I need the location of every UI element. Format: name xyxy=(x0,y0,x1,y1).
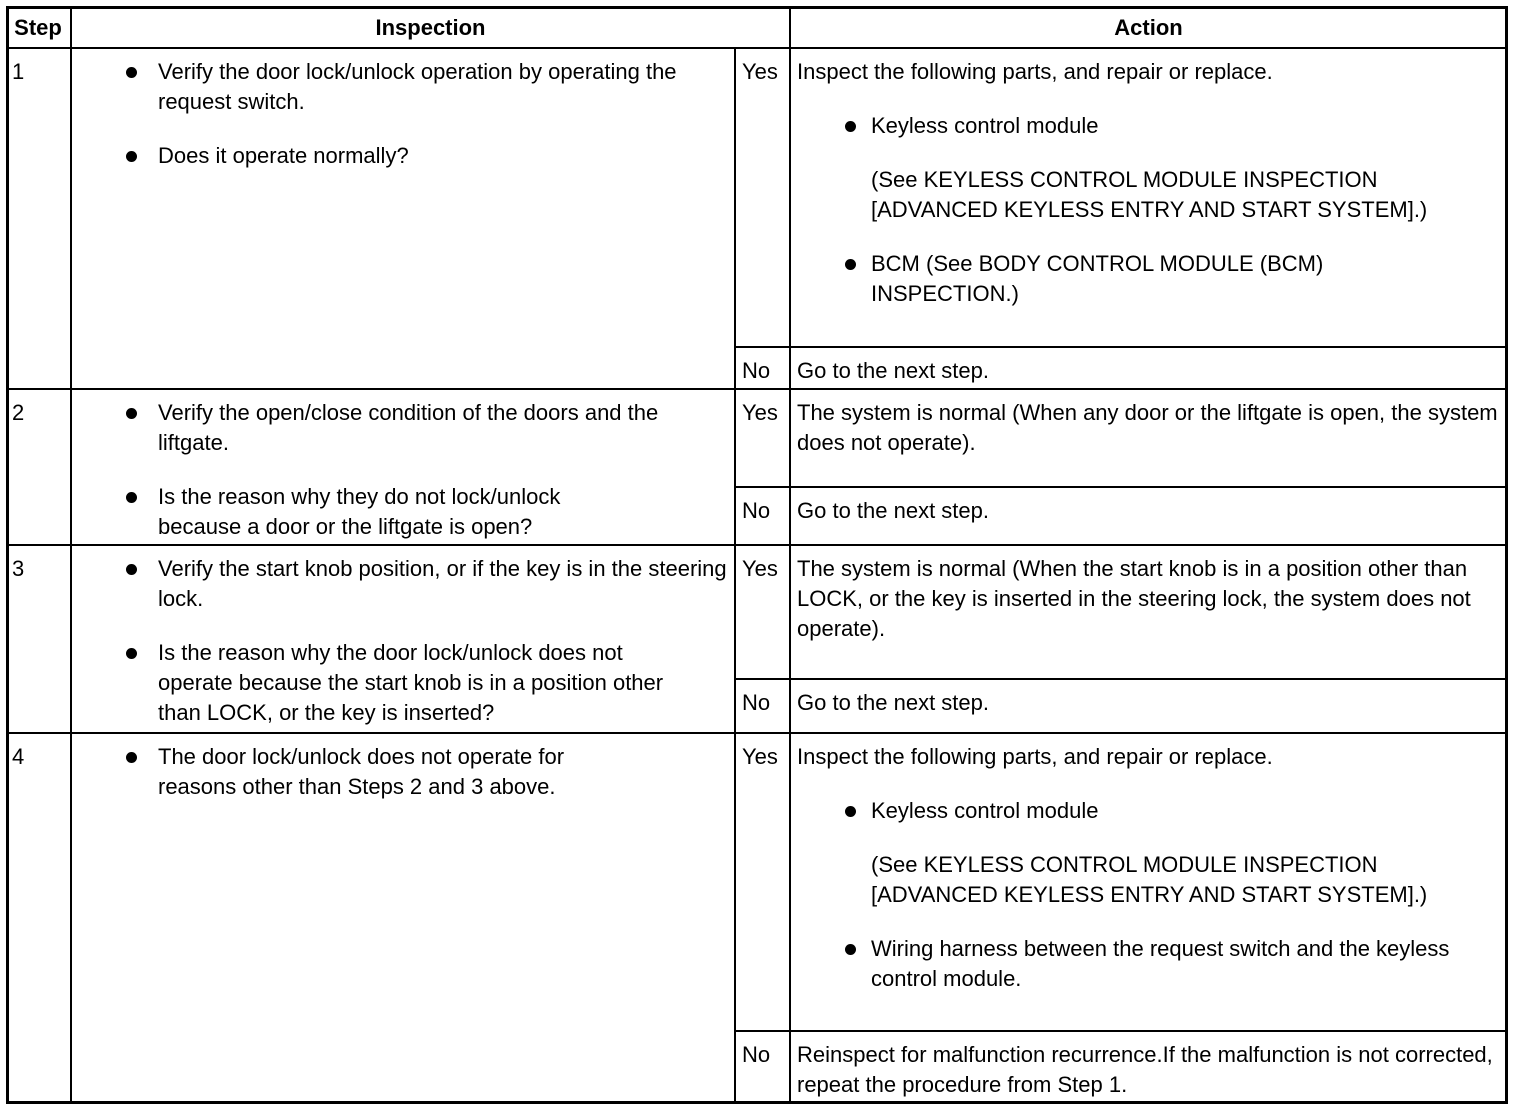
action-bullet: Keyless control module xyxy=(837,111,1500,141)
bullet-item: Verify the door lock/unlock operation by operating the request switch. xyxy=(118,57,728,117)
header-step: Step xyxy=(6,6,72,49)
action-bullet: BCM (See BODY CONTROL MODULE (BCM) INSPECTION.) xyxy=(837,249,1411,309)
bullet-item: Verify the open/close condition of the doors and the liftgate. xyxy=(118,398,728,458)
header-action: Action xyxy=(791,6,1508,49)
no-label: No xyxy=(736,1032,791,1104)
inspection-cell xyxy=(72,546,736,734)
header-inspection: Inspection xyxy=(72,6,791,49)
step-number: 1 xyxy=(6,49,72,390)
no-action: Reinspect for malfunction recurrence.If the malfunction is not corrected, repeat the procedure from Step 1. xyxy=(791,1032,1508,1104)
no-action: Go to the next step. xyxy=(791,348,1508,390)
yes-label: Yes xyxy=(736,49,791,348)
yes-action: The system is normal (When the start knob is in a position other than LOCK, or the key is inserted in the steering lock, the system does not operate). xyxy=(791,546,1508,680)
action-note: (See KEYLESS CONTROL MODULE INSPECTION [ADVANCED KEYLESS ENTRY AND START SYSTEM].) xyxy=(871,852,1428,907)
yes-label: Yes xyxy=(736,390,791,488)
step-number: 4 xyxy=(6,734,72,1104)
inspection-cell xyxy=(72,49,736,390)
step-number: 2 xyxy=(6,390,72,546)
yes-action-cell xyxy=(791,49,1508,348)
yes-action-cell xyxy=(791,734,1508,1032)
bullet-item: Does it operate normally? xyxy=(118,141,728,171)
action-bullet: Wiring harness between the request switch and the keyless control module. xyxy=(837,934,1471,994)
inspection-cell xyxy=(72,390,736,546)
yes-label: Yes xyxy=(736,734,791,1032)
inspection-cell xyxy=(72,734,736,1104)
yes-action: The system is normal (When any door or the liftgate is open, the system does not operate). xyxy=(791,390,1508,488)
no-label: No xyxy=(736,680,791,734)
action-bullet: Keyless control module xyxy=(837,796,1500,826)
bullet-item: The door lock/unlock does not operate for reasons other than Steps 2 and 3 above. xyxy=(118,742,638,802)
step-number: 3 xyxy=(6,546,72,734)
bullet-item: Verify the start knob position, or if the key is in the steering lock. xyxy=(118,554,728,614)
action-intro: Inspect the following parts, and repair or replace. xyxy=(797,744,1273,769)
no-label: No xyxy=(736,348,791,390)
bullet-item: Is the reason why they do not lock/unlock because a door or the liftgate is open? xyxy=(118,482,628,542)
yes-label: Yes xyxy=(736,546,791,680)
no-action: Go to the next step. xyxy=(791,680,1508,734)
bullet-item: Is the reason why the door lock/unlock does not operate because the start knob is in a position other than LOCK, or the key is inserted? xyxy=(118,638,698,728)
no-label: No xyxy=(736,488,791,546)
action-note: (See KEYLESS CONTROL MODULE INSPECTION [ADVANCED KEYLESS ENTRY AND START SYSTEM].) xyxy=(871,167,1428,222)
action-intro: Inspect the following parts, and repair or replace. xyxy=(797,59,1273,84)
no-action: Go to the next step. xyxy=(791,488,1508,546)
